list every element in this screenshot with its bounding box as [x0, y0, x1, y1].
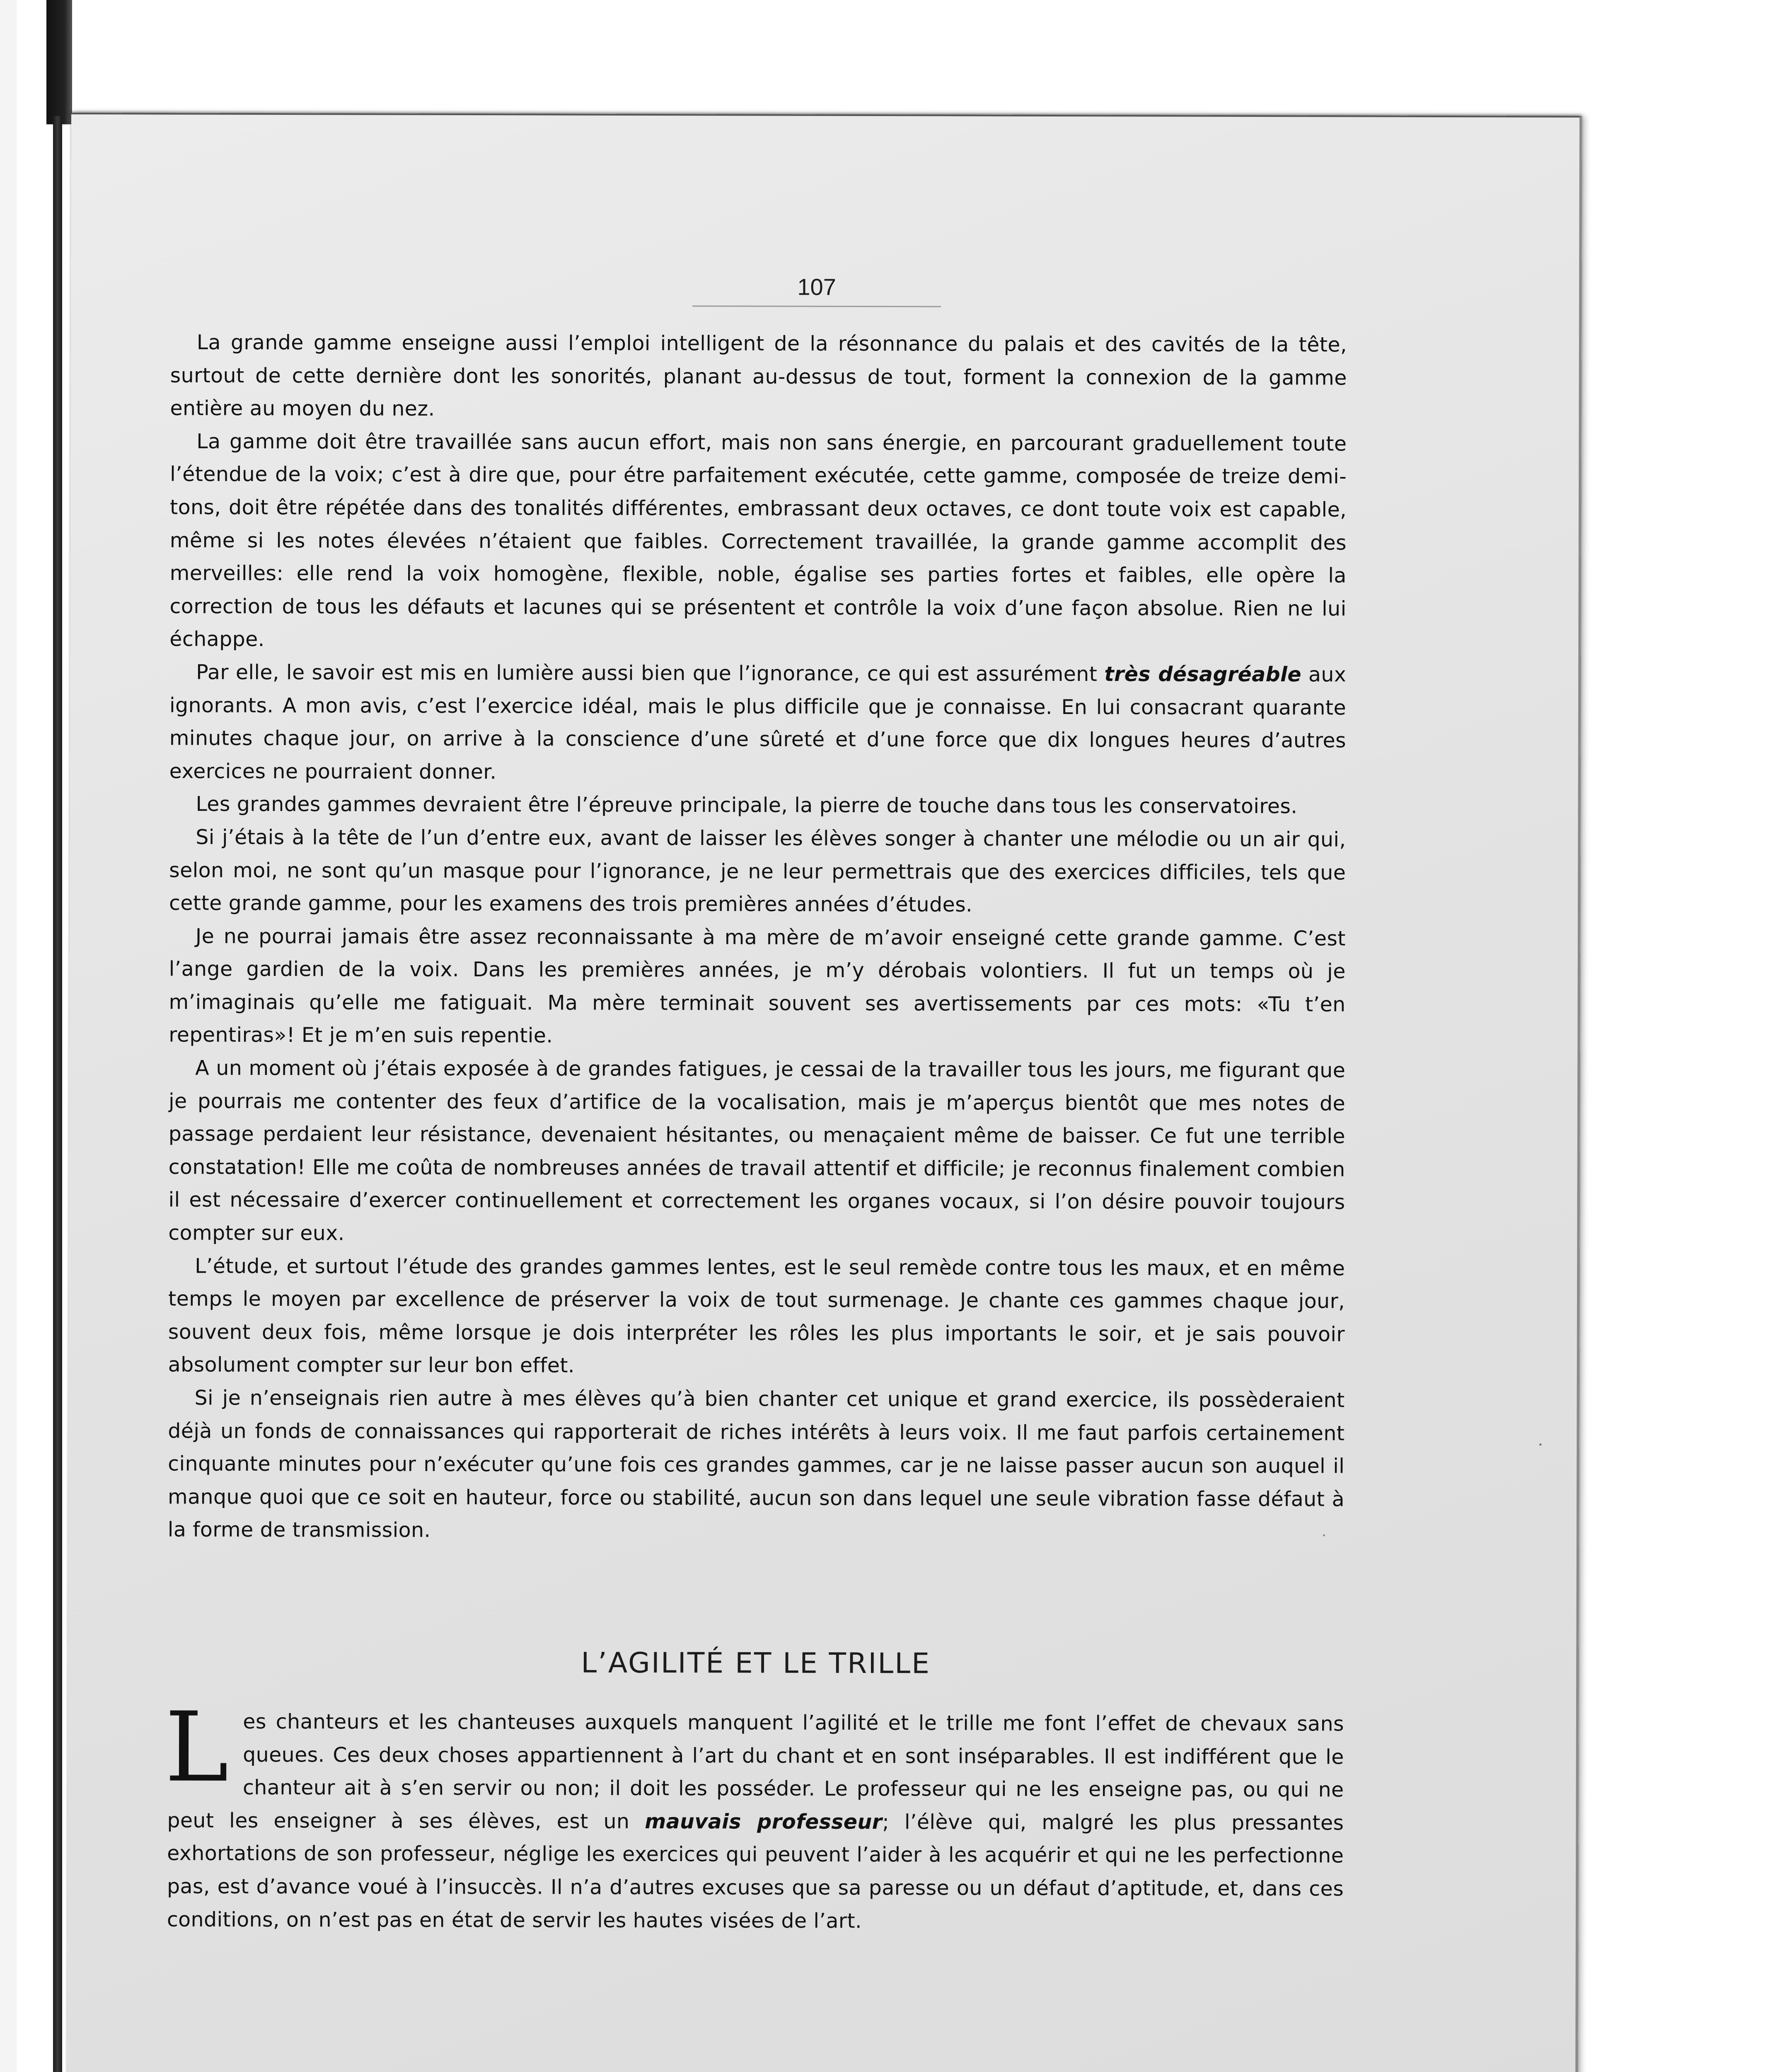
scan-speck [1539, 1443, 1541, 1445]
paragraph: La gamme doit être travaillée sans aucun effort, mais non sans énergie, en parcourant graduellement toute l’étendue de la voix; c’est à dire que, pour étre parfaitement exécutée, cette gamme, composée de treize demi-tons, doit être répétée dans des tonalités différentes, embrassant deux octaves, ce dont toute voix est capable, même si les notes élevées n’étaient que faibles. Correctement travaillée, la grande gamme accomplit des merveilles: elle rend la voix homogène, flexible, noble, égalise ses parties fortes et faibles, elle opère la correction de tous les défauts et lacunes qui se présentent et contrôle la voix d’une façon absolue. Rien ne lui échappe. [169, 429, 1347, 651]
paragraph: L’étude, et surtout l’étude des grandes gammes lentes, est le seul remède contre tous les maux, et en même temps le moyen par excellence de préserver la voix de tout surmenage. Je chante ces gammes chaque jour, souvent deux fois, même lorsque je dois interpréter les rôles les plus importants le soir, et je sais pouvoir absolument compter sur leur bon effet. [168, 1254, 1345, 1377]
emphasis-text: mauvais professeur [645, 1809, 883, 1834]
paragraph-text: aux ignorants. A mon avis, c’est l’exercice idéal, mais le plus difficile que je connaisse. En lui consacrant quarante minutes chaque jour, on arrive à la conscience d’une sûreté et d’une force que dix longues heures d’autres exercices ne pourraient donner. [169, 663, 1347, 784]
scan-background [0, 0, 17, 2072]
book-spine [53, 116, 62, 2072]
section-title: L’AGILITÉ ET LE TRILLE [581, 1646, 931, 1680]
paragraph: Si je n’enseignais rien autre à mes élèves qu’à bien chanter cet unique et grand exercice, ils possèderaient déjà un fonds de connaissances qui rapporterait de riches intérêts à leurs voix. Il me faut parfois certainement cinquante minutes pour n’exécuter qu’une fois ces grandes gammes, car je ne laisse passer aucun son auquel il manque quoi que ce soit en hauteur, force ou stabilité, aucun son dans lequel une seule vibration fasse défaut à la forme de transmission. [167, 1386, 1345, 1542]
scan-speck [1323, 1534, 1325, 1536]
paragraph: Je ne pourrai jamais être assez reconnaissante à ma mère de m’avoir enseigné cette grande gamme. C’est l’ange gardien de la voix. Dans les premières années, je m’y dérobais volontiers. Il fut un temps où je m’imaginais qu’elle me fatiguait. Ma mère terminait souvent ses avertissements par ces mots: «Tu t’en repentiras»! Et je m’en suis repentie. [169, 924, 1346, 1048]
page-number: 107 [797, 274, 836, 300]
body-text [168, 326, 1347, 1549]
paragraph: Si j’étais à la tête de l’un d’entre eux, avant de laisser les élèves songer à chanter une mélodie ou un air qui, selon moi, ne sont qu’un masque pour l’ignorance, je ne leur permettrais que des exercices difficiles, tels que cette grande gamme, pour les examens des trois premières années d’études. [169, 825, 1346, 917]
paragraph: A un moment où j’étais exposée à de grandes fatigues, je cessai de la travailler tous les jours, me figurant que je pourrais me contenter des feux d’artifice de la vocalisation, mais je m’aperçus bientôt que mes notes de passage perdaient leur résistance, devenaient hésitantes, ou menaçaient même de baisser. Ce fut une terrible constatation! Elle me coûta de nombreuses années de travail attentif et difficile; je reconnus finalement combien il est nécessaire d’exercer continuellement et correctement les organes vocaux, si l’on désire pouvoir toujours compter sur eux. [168, 1056, 1346, 1245]
paragraph-text: ; l’élève qui, malgré les plus pressantes exhortations de son professeur, néglige les exercices qui peuvent l’aider à les acquérir et qui ne les perfectionne pas, est d’avance voué à l’insuccès. Il n’a d’autres excuses que sa paresse ou un défaut d’aptitude, et, dans ces conditions, on n’est pas en état de servir les hautes visées de l’art. [167, 1810, 1344, 1933]
drop-cap: L [164, 1691, 229, 1803]
emphasis-text: très désagréable [1104, 662, 1301, 687]
paragraph [169, 656, 1347, 790]
paragraph: Les grandes gammes devraient être l’épreuve principale, la pierre de touche dans tous les conservatoires. [196, 792, 1298, 818]
page-number-rule [692, 305, 941, 307]
scanned-page [67, 113, 1582, 2072]
paragraph-text: Par elle, le savoir est mis en lumière aussi bien que l’ignorance, ce qui est assurément [196, 660, 1105, 686]
paragraph: La grande gamme enseigne aussi l’emploi intelligent de la résonnance du palais et des cavités de la tête, surtout de cette dernière dont les sonorités, planant au-dessus de tout, forment la connexion de la gamme entière au moyen du nez. [170, 330, 1347, 421]
paragraph-text: es chanteurs et les chanteuses auxquels manquent l’agilité et le trille me font l’effet de chevaux sans queues. Ces deux choses appartiennent à l’art du chant et en sont inséparables. Il est indifférent que le chanteur ait à s’en servir ou non; il doit les posséder. Le professeur qui ne les enseigne pas, ou qui ne peut les enseigner à ses élèves, est un [167, 1709, 1344, 1833]
book-spine-top [46, 0, 72, 124]
section-text [164, 1691, 1344, 1938]
